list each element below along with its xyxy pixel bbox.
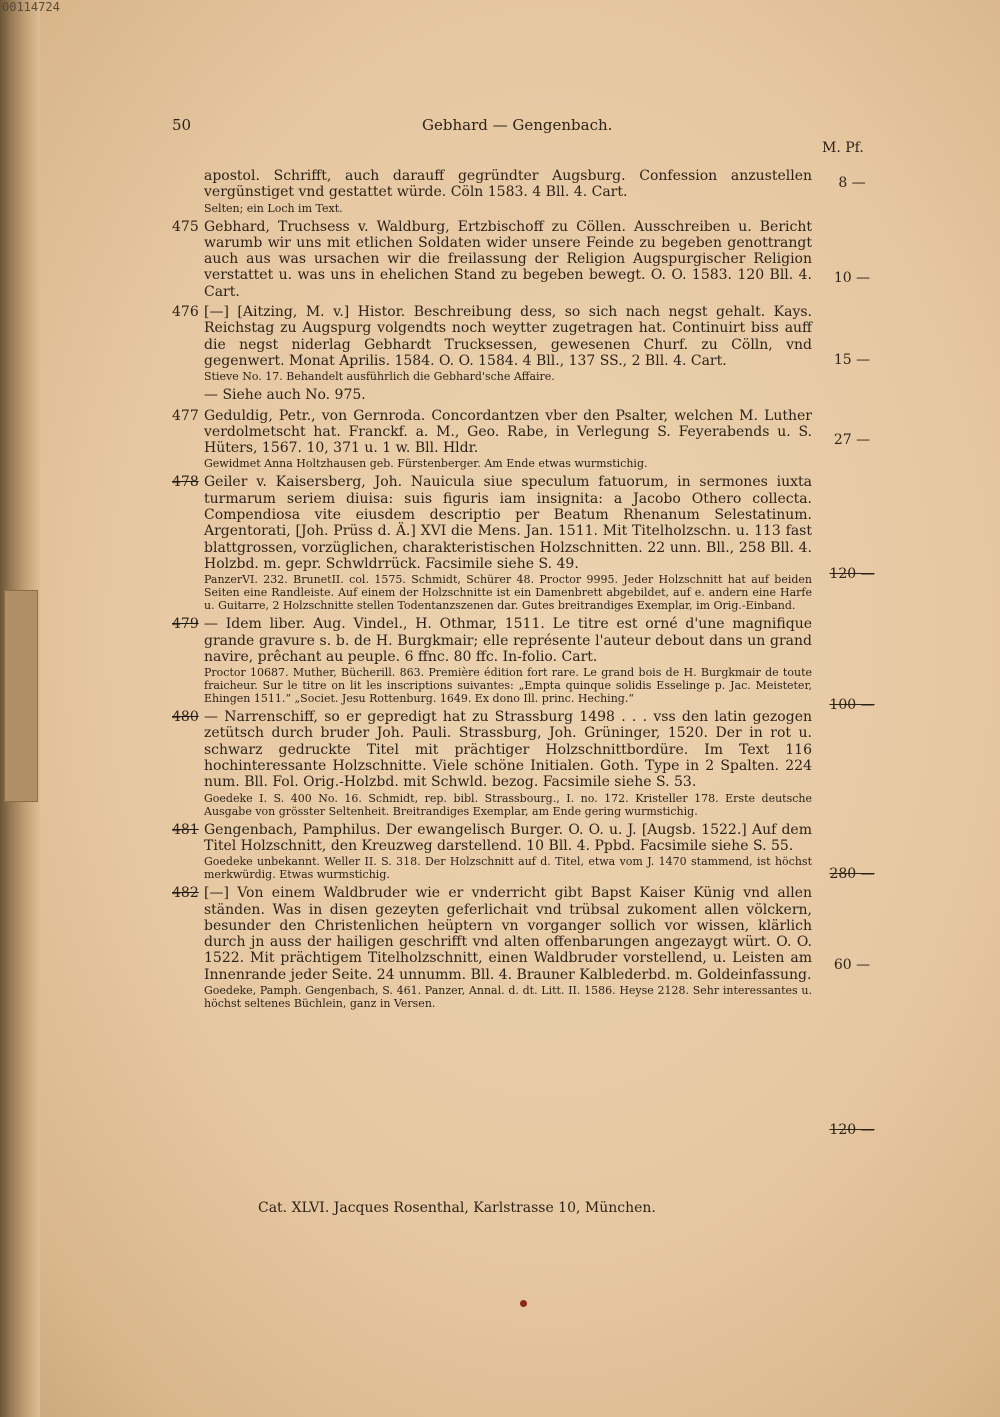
- entry-note: Proctor 10687. Muther, Bücherill. 863. Première édition fort rare. Le grand bois de H. Burgkmair de toute fraicheur. Sur le titre on lit les inscriptions suivantes: „Empta quinque solidis Esselinge p. Jac. Meisteter, Ehingen 1511.“ „Societ. Jesu Rottenburg. 1649. Ex dono Ill. princ. Heching.“: [204, 666, 812, 706]
- price-crossed: 120 —: [829, 566, 875, 582]
- book-spine: [0, 0, 40, 1417]
- entry-text: — Siehe auch No. 975.: [204, 387, 366, 404]
- spine-band: [4, 590, 38, 802]
- entry-note: PanzerVI. 232. BrunetII. col. 1575. Schmidt, Schürer 48. Proctor 9995. Jeder Holzschnitt hat auf beiden Seiten eine Randleiste. Auf einem der Holzschnitte ist ein Damenbrett abgebildet, auf e. andern eine Harfe u. Guitarre, 2 Holzschnitte stellen Todentanzszenen dar. Gutes breitrandiges Exemplar, im Orig.-Einband.: [204, 573, 812, 613]
- price-crossed: 100 —: [829, 697, 875, 713]
- entry-number: 482: [172, 885, 199, 902]
- entry-number: 479: [172, 616, 199, 633]
- catalog-entry: [172, 822, 812, 882]
- entry-note: Goedeke I. S. 400 No. 16. Schmidt, rep. bibl. Strassbourg., I. no. 172. Kristeller 178. Erste deutsche Ausgabe von grösster Seltenheit. Breitrandiges Exemplar, am Ende gering wurmstichig.: [204, 791, 812, 818]
- price-crossed: 280 —: [829, 866, 875, 882]
- entry-text: Geiler v. Kaisersberg, Joh. Nauicula siue speculum fatuorum, in sermones iuxta turmarum seriem diuisa: suis figuris iam insignita: a Jacobo Othero collecta. Compendiosa vite eiusdem descriptio per Beatum Rhenanum Selestatinum. Argentorati, [Joh. Prüss d. Ä.] XVI die Mens. Jan. 1511. Mit Titelholzschn. u. 113 fast blattgrossen, vorzüglichen, charakteristischen Holzschnitten. 22 unn. Bll., 258 Bll. 4. Holzbd. m. gepr. Schwldrrück. Facsimile siehe S. 49.: [204, 474, 812, 572]
- entry-number: 475: [172, 218, 199, 235]
- scan-id: 00114724: [2, 0, 60, 14]
- currency-label: M. Pf.: [822, 140, 864, 156]
- ink-dot: [520, 1300, 527, 1307]
- entry-text: [—] Von einem Waldbruder wie er vnderricht gibt Bapst Kaiser Künig vnd allen ständen. Was in disen gezeyten geferlichait vnd trübsal zukoment allen völckern, besunder den Christenlichen heüptern vn vorganger sollich vor wissen, klärlich durch jn auss der hailigen geschrifft vnd alten offenbarungen angezaygt würt. O. O. 1522. Mit prächtigem Titelholzschnitt, einen Waldbruder vorstellend, u. Leisten am Innenrande jeder Seite. 24 unnumm. Bll. 4. Brauner Kalblederbd. m. Goldeinfassung.: [204, 885, 812, 983]
- price-crossed: 120 —: [829, 1122, 875, 1138]
- entry-text: Gengenbach, Pamphilus. Der ewangelisch Burger. O. O. u. J. [Augsb. 1522.] Auf dem Titel Holzschnitt, den Kreuzweg darstellend. 10 Bll. 4. Ppbd. Facsimile siehe S. 55.: [204, 821, 812, 854]
- entry-note: Selten; ein Loch im Text.: [204, 201, 343, 215]
- page-footer: Cat. XLVI. Jacques Rosenthal, Karlstrasse 10, München.: [258, 1200, 656, 1216]
- price: 8 —: [838, 175, 866, 191]
- entry-note: Goedeke, Pamph. Gengenbach, S. 461. Panzer, Annal. d. dt. Litt. II. 1586. Heyse 2128. Sehr interessantes u. höchst seltenes Büchlein, ganz in Versen.: [204, 983, 812, 1010]
- price: 15 —: [833, 352, 871, 368]
- entry-number: 478: [172, 474, 199, 491]
- entry-text: [—] [Aitzing, M. v.] Histor. Beschreibung dess, so sich nach negst gehalt. Kays. Reichstag zu Augspurg volgendts noch weytter zugetragen hat. Continuirt biss auff die negst niderlag Gebhardt Trucksessen, gewesenen Churf. zu Cölln, vnd gegenwert. Monat Aprilis. 1584. O. O. 1584. 4 Bll., 137 SS., 2 Bll. 4. Cart.: [204, 304, 812, 369]
- price: 27 —: [833, 432, 871, 448]
- entry-number: 477: [172, 407, 199, 424]
- price: 10 —: [833, 270, 871, 286]
- entry-note: Gewidmet Anna Holtzhausen geb. Fürstenberger. Am Ende etwas wurmstichig.: [204, 457, 648, 471]
- entry-number: 480: [172, 709, 199, 726]
- catalog-entry: [172, 219, 812, 300]
- entry-text: — Narrenschiff, so er gepredigt hat zu Strassburg 1498 . . . vss den latin gezogen zetütsch durch bruder Joh. Pauli. Strassburg, Joh. Grüninger, 1520. Der in rot u. schwarz gedruckte Titel mit prächtiger Holzschnittbordüre. Im Text 116 hochinteressante Holzschnitte. Viele schöne Initialen. Goth. Type in 2 Spalten. 224 num. Bll. Fol. Orig.-Holzbd. mit Schwld. bezog. Facsimile siehe S. 53.: [204, 709, 812, 791]
- entry-note: Goedeke unbekannt. Weller II. S. 318. Der Holzschnitt auf d. Titel, etwa vom J. 1470 stammend, ist höchst merkwürdig. Etwas wurmstichig.: [204, 855, 812, 882]
- catalog-entry: [172, 168, 812, 215]
- catalog-entry: [172, 304, 812, 383]
- catalog-entry: [172, 885, 812, 1010]
- entry-text: apostol. Schrifft, auch darauff gegründter Augsburg. Confession anzustellen vergünstiget vnd gestattet würde. Cöln 1583. 4 Bll. 4. Cart.: [204, 168, 812, 201]
- catalog-entry: [172, 474, 812, 612]
- catalog-entry: [172, 709, 812, 817]
- running-title: Gebhard — Gengenbach.: [422, 116, 613, 134]
- entry-text: Gebhard, Truchsess v. Waldburg, Ertzbischoff zu Cöllen. Ausschreiben u. Bericht warumb wir uns mit etlichen Soldaten wider unsere Feinde zu begeben genottrangt auch aus was ursachen wir die freilassung der Religion Augspurgischer Religion verstattet u. was uns in ehelichen Stand zu begeben bewegt. O. O. 1583. 120 Bll. 4. Cart.: [204, 218, 812, 300]
- catalog-entry: [172, 387, 812, 403]
- price: 60 —: [833, 957, 871, 973]
- entry-text: Geduldig, Petr., von Gernroda. Concordantzen vber den Psalter, welchen M. Luther verdolmetscht hat. Franckf. a. M., Geo. Rabe, in Verlegung S. Feyerabends u. S. Hüters, 1567. 10, 371 u. 1 w. Bll. Hldr.: [204, 407, 812, 457]
- entry-text: — Idem liber. Aug. Vindel., H. Othmar, 1511. Le titre est orné d'une magnifique grande gravure s. b. de H. Burgkmair; elle représente l'auteur debout dans un grand navire, prêchant au peuple. 6 ffnc. 80 ffc. In-folio. Cart.: [204, 616, 812, 665]
- catalog-entry: [172, 616, 812, 705]
- entry-note: Stieve No. 17. Behandelt ausführlich die Gebhard'sche Affaire.: [204, 370, 555, 384]
- entry-number: 476: [172, 304, 199, 321]
- page-number: 50: [172, 116, 192, 134]
- catalog-body: [172, 168, 812, 1014]
- catalog-entry: [172, 408, 812, 471]
- entry-number: 481: [172, 821, 199, 838]
